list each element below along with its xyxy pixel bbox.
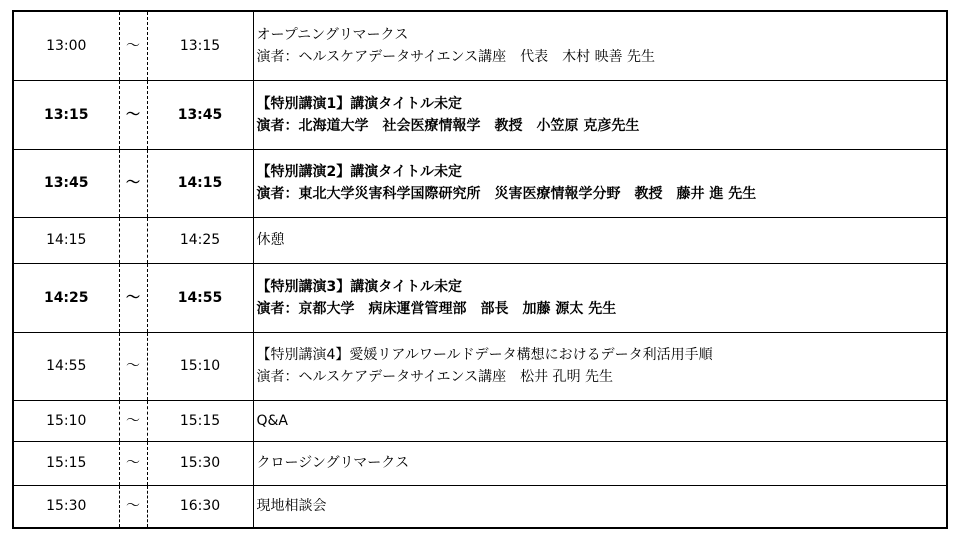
session-title: Q&A (256, 412, 289, 429)
range-separator: 〜 (119, 11, 147, 80)
session-title: 【特別講演1】講演タイトル未定 (256, 95, 462, 112)
session-title: 現地相談会 (256, 498, 327, 515)
start-time: 14:55 (13, 332, 119, 400)
end-time: 14:15 (147, 149, 253, 217)
session-speaker: 演者：東北大学災害科学国際研究所 災害医療情報学分野 教授 藤井 進 先生 (256, 186, 757, 202)
session-detail (253, 217, 947, 263)
table-row (13, 332, 947, 400)
session-title: 【特別講演2】講演タイトル未定 (256, 164, 462, 180)
table-row (13, 217, 947, 263)
table-row (13, 263, 947, 332)
end-time: 15:15 (147, 400, 253, 441)
range-separator: 〜 (119, 80, 147, 149)
start-time: 15:10 (13, 400, 119, 441)
end-time: 14:25 (147, 217, 253, 263)
range-separator: 〜 (119, 263, 147, 332)
start-time: 14:15 (13, 217, 119, 263)
session-title: 休憩 (256, 232, 285, 248)
end-time: 16:30 (147, 485, 253, 528)
table-row (13, 11, 947, 80)
start-time: 15:15 (13, 441, 119, 485)
end-time: 13:45 (147, 80, 253, 149)
start-time: 13:00 (13, 11, 119, 80)
start-time: 13:15 (13, 80, 119, 149)
start-time: 13:45 (13, 149, 119, 217)
table-row (13, 149, 947, 217)
range-separator: 〜 (119, 400, 147, 441)
table-row (13, 485, 947, 528)
range-separator (119, 217, 147, 263)
table-row (13, 400, 947, 441)
session-speaker: 演者：ヘルスケアデータサイエンス講座 代表 木村 映善 先生 (256, 48, 656, 65)
session-detail (253, 11, 947, 80)
session-title: クロージングリマークス (256, 455, 410, 471)
session-speaker: 演者：京都大学 病床運営管理部 部長 加藤 源太 先生 (256, 300, 617, 317)
session-title: 【特別講演4】愛媛リアルワールドデータ構想におけるデータ利活用手順 (256, 347, 713, 363)
range-separator: 〜 (119, 149, 147, 217)
end-time: 14:55 (147, 263, 253, 332)
session-speaker: 演者：北海道大学 社会医療情報学 教授 小笠原 克彦先生 (256, 117, 640, 134)
range-separator: 〜 (119, 441, 147, 485)
session-title: 【特別講演3】講演タイトル未定 (256, 278, 462, 295)
session-speaker: 演者：ヘルスケアデータサイエンス講座 松井 孔明 先生 (256, 369, 614, 385)
schedule-table (12, 10, 948, 529)
session-detail (253, 80, 947, 149)
session-detail (253, 263, 947, 332)
end-time: 13:15 (147, 11, 253, 80)
end-time: 15:30 (147, 441, 253, 485)
start-time: 14:25 (13, 263, 119, 332)
start-time: 15:30 (13, 485, 119, 528)
range-separator: 〜 (119, 332, 147, 400)
table-row (13, 80, 947, 149)
session-detail (253, 332, 947, 400)
session-detail (253, 441, 947, 485)
table-row (13, 441, 947, 485)
session-detail (253, 400, 947, 441)
range-separator: 〜 (119, 485, 147, 528)
session-title: オープニングリマークス (256, 26, 409, 43)
session-detail (253, 485, 947, 528)
session-detail (253, 149, 947, 217)
end-time: 15:10 (147, 332, 253, 400)
